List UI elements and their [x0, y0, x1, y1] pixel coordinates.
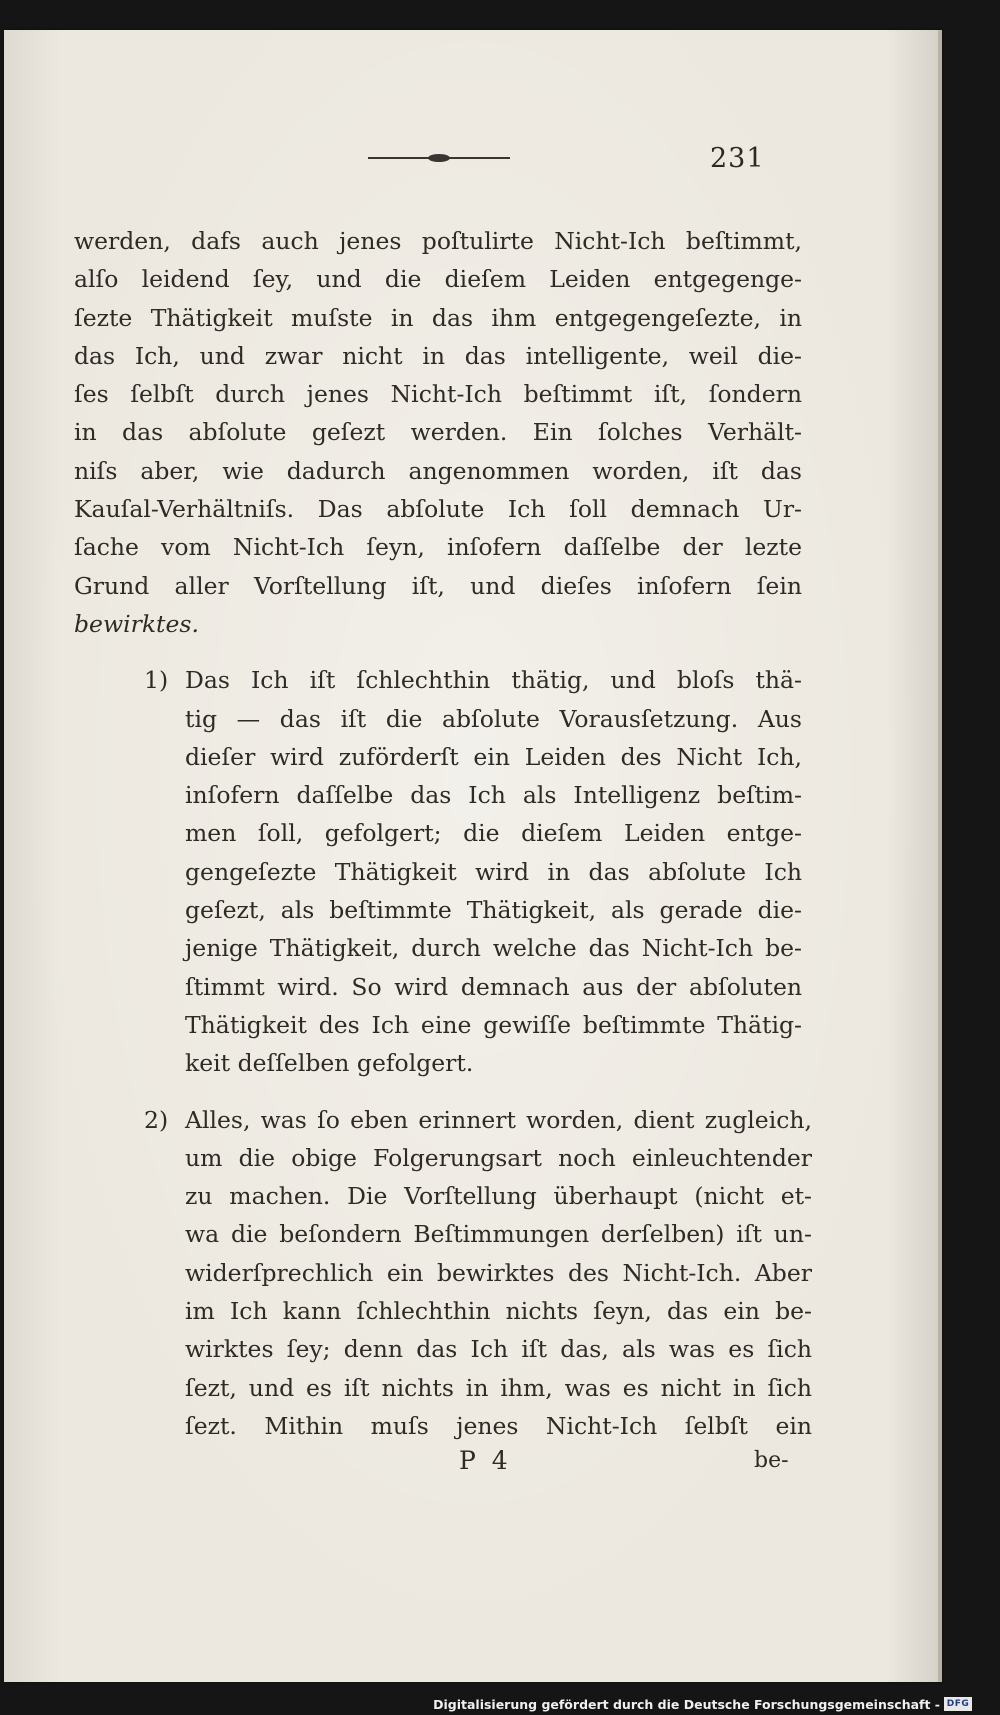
text-line: ſezt. Mithin muſs jenes Nicht-Ich ſelbſt ein [185, 1411, 812, 1440]
catchword: be- [754, 1448, 789, 1473]
text-line: widerſprechlich ein bewirktes des Nicht-Ich. Aber [185, 1258, 812, 1287]
text-line: tig — das iſt die abſolute Vorausſetzung. Aus [185, 704, 802, 733]
text-line: jenige Thätigkeit, durch welche das Nicht-Ich be- [185, 934, 802, 963]
text-line: inſofern daſſelbe das Ich als Intelligenz beſtim- [185, 781, 802, 810]
text-line: ſache vom Nicht-Ich ſeyn, inſofern daſſelbe der lezte [74, 533, 802, 562]
digitization-notice [433, 1695, 972, 1713]
text-line: men ſoll, gefolgert; die dieſem Leiden entge- [185, 819, 802, 848]
text-line: dieſer wird zuförderſt ein Leiden des Nicht Ich, [185, 742, 802, 771]
dfg-logo-icon: DFG [944, 1697, 972, 1711]
text-line: Das Ich iſt ſchlechthin thätig, und bloſs thä- [185, 666, 802, 695]
body-text [74, 222, 812, 1445]
text-line: ſezt, und es iſt nichts in ihm, was es nicht in ſich [185, 1373, 812, 1402]
page-header [4, 143, 942, 183]
page-number: 231 [710, 143, 765, 174]
text-line: zu machen. Die Vorſtellung überhaupt (nicht et- [185, 1182, 812, 1211]
text-line: Alles, was ſo eben erinnert worden, dient zugleich, [185, 1105, 812, 1134]
page-edge [938, 30, 942, 1682]
header-rule-ornament [428, 154, 450, 162]
text-line: um die obige Folgerungsart noch einleuchtender [185, 1143, 812, 1172]
text-line: Thätigkeit des Ich eine gewiſſe beſtimmte Thätig- [185, 1010, 802, 1039]
digitization-notice-text: Digitalisierung gefördert durch die Deutsche Forschungsgemeinschaft - [433, 1696, 940, 1712]
paragraph [74, 222, 802, 643]
text-line: keit deſſelben gefolgert. [185, 1049, 474, 1078]
signature-mark: P 4 [459, 1446, 512, 1475]
text-line: ſezte Thätigkeit muſste in das ihm entgegengeſezte, in [74, 303, 802, 332]
text-line: wirktes ſey; denn das Ich iſt das, als was es ſich [185, 1335, 812, 1364]
text-line: Grund aller Vorſtellung iſt, und dieſes inſofern ſein [74, 571, 802, 600]
text-line: ſes ſelbſt durch jenes Nicht-Ich beſtimmt iſt, ſondern [74, 380, 802, 409]
text-line: das Ich, und zwar nicht in das intelligente, weil die- [74, 341, 802, 370]
text-line: geſezt, als beſtimmte Thätigkeit, als gerade die- [185, 896, 802, 925]
text-line: ſtimmt wird. So wird demnach aus der abſoluten [185, 972, 802, 1001]
item-marker: 2) [144, 1105, 169, 1134]
text-line: im Ich kann ſchlechthin nichts ſeyn, das ein be- [185, 1297, 812, 1326]
text-line: Kauſal-Verhältniſs. Das abſolute Ich ſoll demnach Ur- [74, 495, 802, 524]
text-line: niſs aber, wie dadurch angenommen worden, iſt das [74, 456, 802, 485]
text-line: alſo leidend ſey, und die dieſem Leiden entgegenge- [74, 265, 802, 294]
page-footer [4, 1446, 942, 1486]
text-line: in das abſolute geſezt werden. Ein ſolches Verhält- [74, 418, 802, 447]
text-line: gengeſezte Thätigkeit wird in das abſolute Ich [185, 857, 802, 886]
book-page [4, 30, 942, 1682]
text-line: wa die beſondern Beſtimmungen derſelben) iſt un- [185, 1220, 812, 1249]
text-line: bewirktes. [74, 609, 199, 638]
text-line: werden, dafs auch jenes poſtulirte Nicht-Ich beſtimmt, [74, 227, 802, 255]
item-marker: 1) [144, 666, 169, 695]
numbered-item-1 [74, 661, 802, 1082]
numbered-item-2 [74, 1101, 812, 1446]
